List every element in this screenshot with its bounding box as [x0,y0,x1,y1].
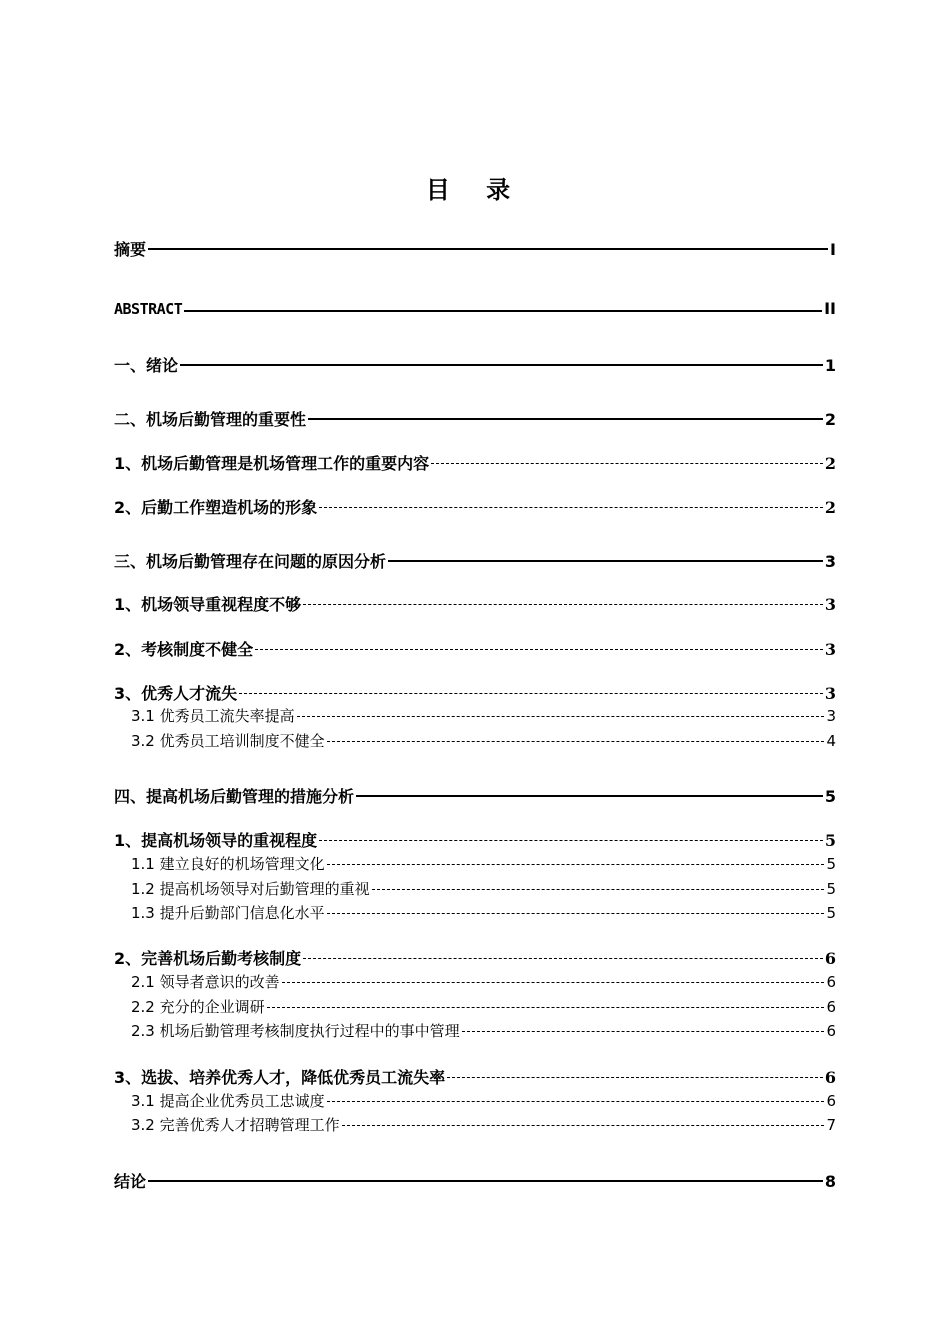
toc-leader-line [297,716,825,717]
page-title: 目 录 [425,176,525,204]
toc-leader-line [372,889,825,890]
toc-entry-label: 结论 [114,1172,147,1191]
toc-leader-line [356,795,823,797]
toc-leader-line [327,1101,825,1102]
toc-entry-label: 3、选拔、培养优秀人才，降低优秀员工流失率 [114,1068,446,1087]
toc-entry[interactable] [114,592,836,616]
toc-page-number: 5 [826,904,836,922]
toc-page-number: 5 [824,831,836,850]
toc-entry-label: 2、考核制度不健全 [114,640,254,659]
toc-entry-label: 2.3 机场后勤管理考核制度执行过程中的事中管理 [131,1022,460,1040]
toc-page-number: 7 [826,1116,836,1134]
toc-entry-label: 2、完善机场后勤考核制度 [114,949,302,968]
toc-entry-label: 1、提高机场领导的重视程度 [114,831,318,850]
toc-entry-label: 1.2 提高机场领导对后勤管理的重视 [131,880,370,898]
toc-entry-label: 1.3 提升后勤部门信息化水平 [131,904,325,922]
toc-page-number: 2 [824,498,836,517]
toc-leader-line [327,864,825,865]
toc-leader-line [239,693,823,694]
toc-entry[interactable] [131,705,836,727]
toc-page-number: 4 [826,732,836,750]
toc-entry-label: 3、优秀人才流失 [114,684,238,703]
toc-entry[interactable] [114,299,836,323]
toc-page-number: II [824,299,836,318]
toc-entry[interactable] [131,902,836,924]
toc-page-number: 3 [824,595,836,614]
toc-entry[interactable] [114,549,836,573]
toc-leader-line [255,649,823,650]
toc-leader-line [447,1077,823,1078]
toc-entry[interactable] [114,451,836,475]
toc-leader-line [303,604,823,605]
toc-page-number: 6 [826,998,836,1016]
toc-entry[interactable] [131,853,836,875]
toc-entry-label: 2.1 领导者意识的改善 [131,973,280,991]
toc-page-number: 6 [826,1022,836,1040]
toc-entry-label: 二、机场后勤管理的重要性 [114,410,307,429]
toc-entry-label: ABSTRACT [114,300,183,318]
toc-page-number: 6 [824,949,836,968]
toc-leader-line [148,248,828,250]
toc-entry[interactable] [114,828,836,852]
toc-entry-label: 3.2 完善优秀人才招聘管理工作 [131,1116,340,1134]
toc-page-number: I [830,240,836,259]
toc-leader-line [431,463,823,464]
toc-entry[interactable] [114,681,836,705]
toc-entry[interactable] [131,878,836,900]
toc-page-number: 6 [826,973,836,991]
toc-entry-label: 摘要 [114,240,147,259]
toc-entry[interactable] [114,946,836,970]
toc-entry[interactable] [114,407,836,431]
toc-leader-line [267,1007,825,1008]
toc-leader-line [148,1180,823,1182]
toc-entry-label: 2.2 充分的企业调研 [131,998,265,1016]
toc-entry[interactable] [114,637,836,661]
toc-page-number: 5 [824,787,836,806]
toc-page-number: 2 [824,410,836,429]
toc-entry[interactable] [131,971,836,993]
toc-entry-label: 1.1 建立良好的机场管理文化 [131,855,325,873]
toc-leader-line [327,741,825,742]
toc-leader-line [388,560,823,562]
toc-entry[interactable] [131,1090,836,1112]
toc-page-number: 3 [824,684,836,703]
toc-leader-line [342,1125,825,1126]
toc-page-number: 5 [826,855,836,873]
toc-page-number: 1 [824,356,836,375]
toc-entry-label: 三、机场后勤管理存在问题的原因分析 [114,552,387,571]
toc-entry[interactable] [114,1169,836,1193]
toc-entry-label: 一、绪论 [114,356,179,375]
toc-page-number: 3 [824,552,836,571]
toc-leader-line [319,507,823,508]
toc-leader-line [184,310,822,312]
toc-entry-label: 3.2 优秀员工培训制度不健全 [131,732,325,750]
toc-entry[interactable] [131,996,836,1018]
toc-entry[interactable] [114,784,836,808]
toc-page-number: 3 [824,640,836,659]
toc-leader-line [303,958,823,959]
toc-entry[interactable] [114,495,836,519]
toc-leader-line [462,1031,825,1032]
toc-leader-line [308,418,823,420]
toc-entry[interactable] [114,353,836,377]
toc-entry-label: 1、机场后勤管理是机场管理工作的重要内容 [114,454,430,473]
toc-entry[interactable] [131,1020,836,1042]
toc-leader-line [282,982,825,983]
toc-entry-label: 3.1 优秀员工流失率提高 [131,707,295,725]
toc-page-number: 3 [826,707,836,725]
toc-page-number: 6 [824,1068,836,1087]
toc-page-number: 2 [824,454,836,473]
toc-leader-line [180,364,823,366]
toc-entry[interactable] [114,237,836,261]
toc-page-number: 6 [826,1092,836,1110]
toc-entry[interactable] [131,730,836,752]
toc-entry-label: 四、提高机场后勤管理的措施分析 [114,787,355,806]
toc-entry[interactable] [114,1065,836,1089]
toc-entry-label: 3.1 提高企业优秀员工忠诚度 [131,1092,325,1110]
toc-entry-label: 1、机场领导重视程度不够 [114,595,302,614]
toc-page-number: 8 [824,1172,836,1191]
toc-entry[interactable] [131,1114,836,1136]
toc-entry-label: 2、后勤工作塑造机场的形象 [114,498,318,517]
toc-leader-line [327,913,825,914]
toc-page-number: 5 [826,880,836,898]
toc-leader-line [319,840,823,841]
